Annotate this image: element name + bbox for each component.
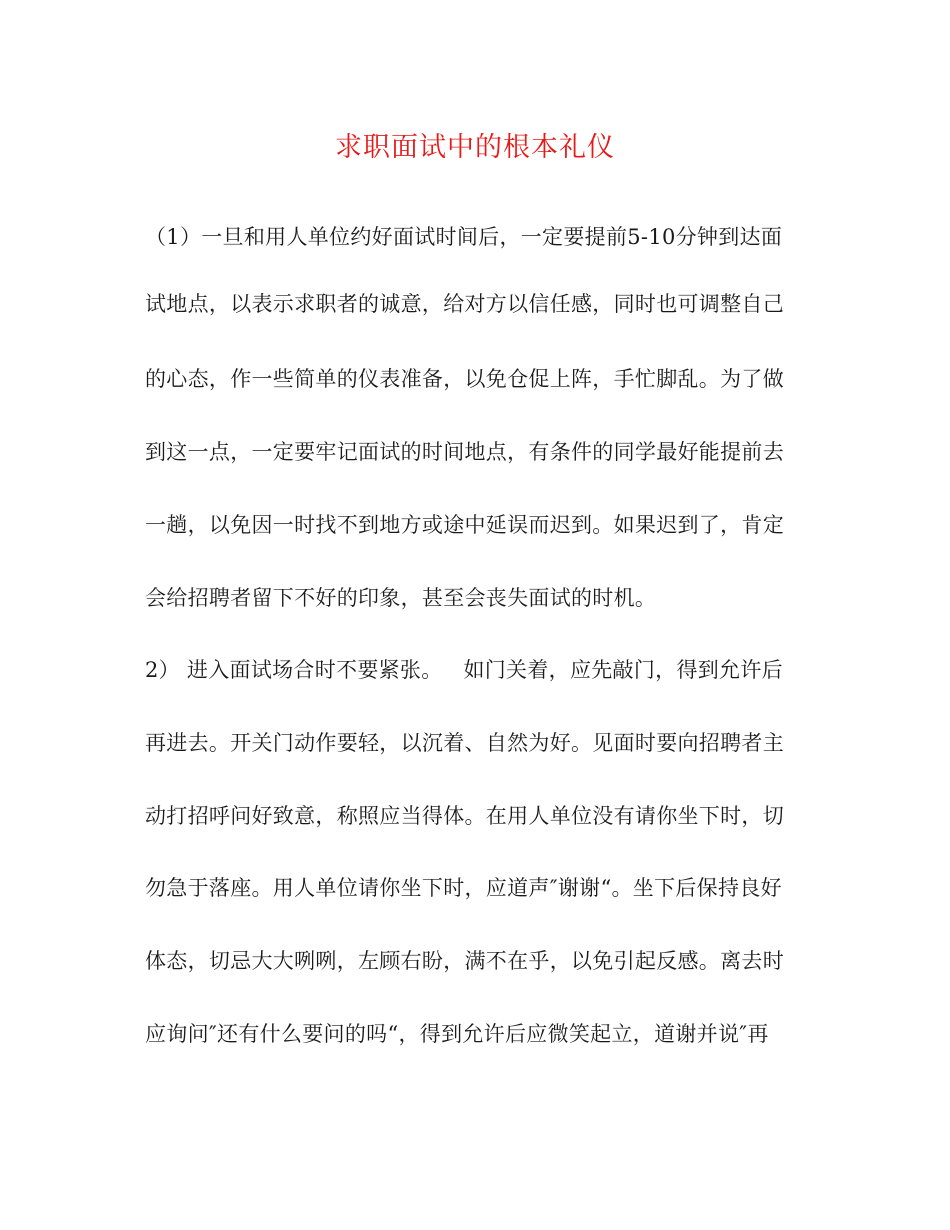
body-line-5: 一趟，以免因一时找不到地方或途中延误而迟到。如果迟到了，肯定: [145, 513, 784, 537]
body-line-11: 体态，切忌大大咧咧，左顾右盼，满不在乎，以免引起反感。离去时: [145, 949, 784, 973]
body-line-2: 试地点，以表示求职者的诚意，给对方以信任感，同时也可调整自己: [145, 292, 784, 316]
page-title: 求职面试中的根本礼仪: [335, 132, 615, 163]
body-line-8: 再进去。开关门动作要轻，以沉着、自然为好。见面时要向招聘者主: [145, 731, 784, 755]
body-line-4: 到这一点，一定要牢记面试的时间地点，有条件的同学最好能提前去: [145, 440, 784, 464]
body-line-7: 2） 进入面试场合时不要紧张。 如门关着，应先敲门，得到允许后: [145, 658, 783, 682]
body-line-6: 会给招聘者留下不好的印象，甚至会丧失面试的时机。: [145, 586, 657, 610]
body-line-1: （1）一旦和用人单位约好面试时间后，一定要提前5-10分钟到达面: [145, 225, 783, 249]
body-line-10: 勿急于落座。用人单位请你坐下时，应道声″谢谢“。坐下后保持良好: [145, 876, 782, 900]
body-line-9: 动打招呼问好致意，称照应当得体。在用人单位没有请你坐下时，切: [145, 804, 784, 828]
body-line-12: 应询问″还有什么要问的吗“，得到允许后应微笑起立，道谢并说″再: [145, 1022, 769, 1046]
body-line-3: 的心态，作一些简单的仪表准备，以免仓促上阵，手忙脚乱。为了做: [145, 367, 784, 391]
